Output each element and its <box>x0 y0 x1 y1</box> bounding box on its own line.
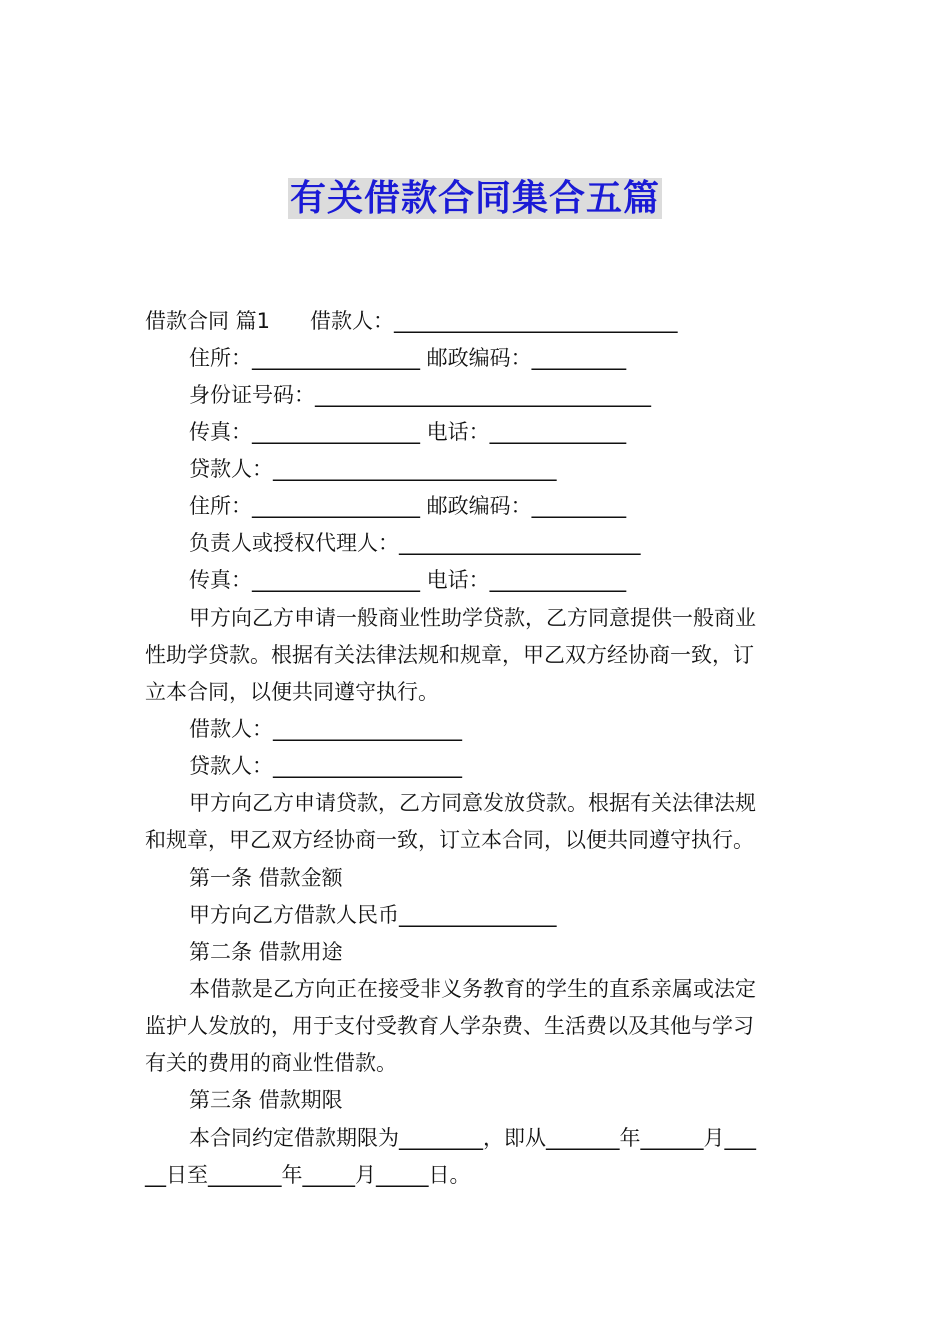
paragraph-line: 贷款人：__________________ <box>189 754 462 778</box>
section-heading: 第一条 借款金额 <box>189 866 343 890</box>
paragraph-line: 有关的费用的商业性借款。 <box>145 1051 397 1075</box>
paragraph-line: 监护人发放的，用于支付受教育人学杂费、生活费以及其他与学习 <box>145 1014 754 1038</box>
paragraph-line: 甲方向乙方申请贷款，乙方同意发放贷款。根据有关法律法规 <box>189 791 756 815</box>
contract-heading: 借款合同 篇1 <box>145 309 271 333</box>
paragraph-line: 住所：________________ 邮政编码：_________ <box>189 346 627 370</box>
paragraph-line: 和规章，甲乙双方经协商一致，订立本合同，以便共同遵守执行。 <box>145 828 754 852</box>
paragraph-line: 甲方向乙方借款人民币_______________ <box>189 903 557 927</box>
borrower-field: 借款人：___________________________ <box>310 309 678 333</box>
document-title <box>0 172 950 226</box>
paragraph-line: 立本合同，以便共同遵守执行。 <box>145 680 439 704</box>
paragraph-line: 本借款是乙方向正在接受非义务教育的学生的直系亲属或法定 <box>189 977 756 1001</box>
paragraph-line: 贷款人：___________________________ <box>189 457 557 481</box>
paragraph-line: 住所：________________ 邮政编码：_________ <box>189 494 627 518</box>
paragraph-line: 负责人或授权代理人：_______________________ <box>189 531 641 555</box>
paragraph-line: 传真：________________ 电话：_____________ <box>189 420 627 444</box>
paragraph-line: 甲方向乙方申请一般商业性助学贷款，乙方同意提供一般商业 <box>189 606 756 630</box>
paragraph-line: 身份证号码：________________________________ <box>189 383 651 407</box>
paragraph-line: 传真：________________ 电话：_____________ <box>189 568 627 592</box>
paragraph-line <box>145 303 810 340</box>
paragraph-line: __日至_______年_____月_____日。 <box>145 1163 471 1187</box>
paragraph-line: 借款人：__________________ <box>189 717 462 741</box>
paragraph-line: 本合同约定借款期限为________，即从_______年______月___ <box>189 1126 756 1150</box>
paragraph-line: 性助学贷款。根据有关法律法规和规章，甲乙双方经协商一致，订 <box>145 643 754 667</box>
section-heading: 第三条 借款期限 <box>189 1088 343 1112</box>
section-heading: 第二条 借款用途 <box>189 940 343 964</box>
title-text: 有关借款合同集合五篇 <box>289 178 660 219</box>
